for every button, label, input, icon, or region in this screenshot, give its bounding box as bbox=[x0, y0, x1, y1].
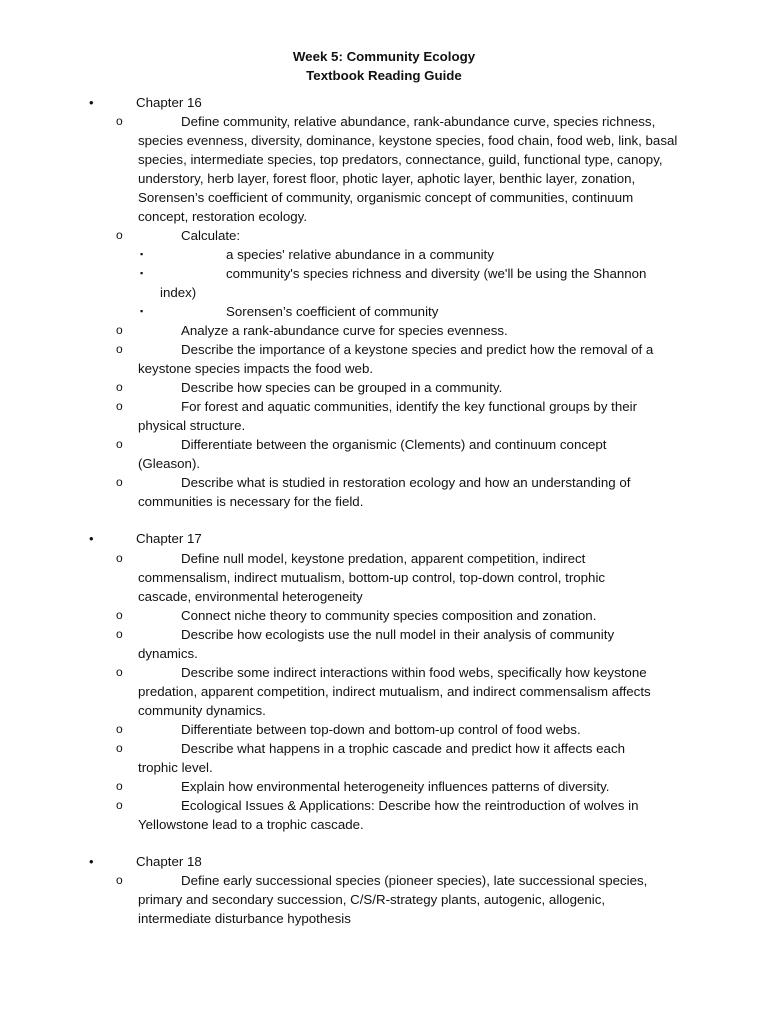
list-item: Define community, relative abundance, rank-abundance curve, species richness, species evenness, diversity, dominance, keystone species, food chain, food web, link, basal species, intermediate species, top predators, connectance, guild, functional type, canopy, understory, herb layer, forest floor, photic layer, aphotic layer, benthic layer, zonation, Sorensen’s coefficient of community, organismic concept of communities, continuum concept, restoration ecology. bbox=[138, 114, 678, 224]
list-item: For forest and aquatic communities, identify the key functional groups by their physical structure. bbox=[138, 399, 638, 433]
circle-marker: o bbox=[116, 741, 123, 755]
list-item: Ecological Issues & Applications: Describe how the reintroduction of wolves in Yellowstone lead to a trophic cascade. bbox=[138, 798, 639, 832]
circle-marker: o bbox=[116, 475, 123, 489]
circle-marker: o bbox=[116, 437, 123, 451]
sub-list-item: a species' relative abundance in a community bbox=[226, 247, 494, 262]
circle-marker: o bbox=[116, 399, 123, 413]
list-item: Describe what is studied in restoration ecology and how an understanding of communities is necessary for the field. bbox=[138, 475, 631, 509]
list-item: Define early successional species (pioneer species), late successional species, primary and secondary succession, C/S/R-strategy plants, autogenic, allogenic, intermediate disturbance hypothesis bbox=[138, 873, 648, 926]
circle-marker: o bbox=[116, 665, 123, 679]
document-subtitle: Textbook Reading Guide bbox=[306, 68, 462, 83]
list-item: Differentiate between top-down and bottom-up control of food webs. bbox=[181, 722, 581, 737]
document-title: Week 5: Community Ecology bbox=[292, 49, 476, 64]
list-item: Differentiate between the organismic (Clements) and continuum concept (Gleason). bbox=[138, 437, 607, 471]
list-item: Describe the importance of a keystone species and predict how the removal of a keystone species impacts the food web. bbox=[138, 342, 654, 376]
circle-marker: o bbox=[116, 627, 123, 641]
circle-marker: o bbox=[116, 228, 123, 242]
chapter-heading: Chapter 18 bbox=[136, 854, 202, 869]
list-item: Describe how ecologists use the null model in their analysis of community dynamics. bbox=[138, 627, 615, 661]
list-item: Describe how species can be grouped in a community. bbox=[181, 380, 503, 395]
circle-marker: o bbox=[116, 323, 123, 337]
circle-marker: o bbox=[116, 779, 123, 793]
bullet-marker: • bbox=[89, 854, 94, 869]
sub-list-item: Sorensen’s coefficient of community bbox=[226, 304, 439, 319]
circle-marker: o bbox=[116, 551, 123, 565]
circle-marker: o bbox=[116, 798, 123, 812]
bullet-marker: • bbox=[89, 95, 94, 110]
list-item: Analyze a rank-abundance curve for species evenness. bbox=[181, 323, 508, 338]
list-item: Connect niche theory to community species composition and zonation. bbox=[181, 608, 597, 623]
circle-marker: o bbox=[116, 873, 123, 887]
list-item: Describe some indirect interactions within food webs, specifically how keystone predation, apparent competition, indirect mutualism, and indirect commensalism affects community dynamics. bbox=[138, 665, 651, 718]
list-item: Define null model, keystone predation, apparent competition, indirect commensalism, indirect mutualism, bottom-up control, top-down control, trophic cascade, environmental heterogeneity bbox=[138, 551, 606, 604]
circle-marker: o bbox=[116, 342, 123, 356]
bullet-marker: • bbox=[89, 531, 94, 546]
list-item: Calculate: bbox=[181, 228, 241, 243]
sub-list-item: community's species richness and diversity (we'll be using the Shannon index) bbox=[160, 266, 647, 300]
list-item: Describe what happens in a trophic cascade and predict how it affects each trophic level. bbox=[138, 741, 625, 775]
square-marker: ▪ bbox=[140, 306, 144, 316]
chapter-heading: Chapter 16 bbox=[136, 95, 202, 110]
circle-marker: o bbox=[116, 722, 123, 736]
circle-marker: o bbox=[116, 608, 123, 622]
list-item: Explain how environmental heterogeneity influences patterns of diversity. bbox=[181, 779, 610, 794]
chapter-heading: Chapter 17 bbox=[136, 531, 202, 546]
square-marker: ▪ bbox=[140, 268, 144, 278]
circle-marker: o bbox=[116, 114, 123, 128]
circle-marker: o bbox=[116, 380, 123, 394]
square-marker: ▪ bbox=[140, 249, 144, 259]
